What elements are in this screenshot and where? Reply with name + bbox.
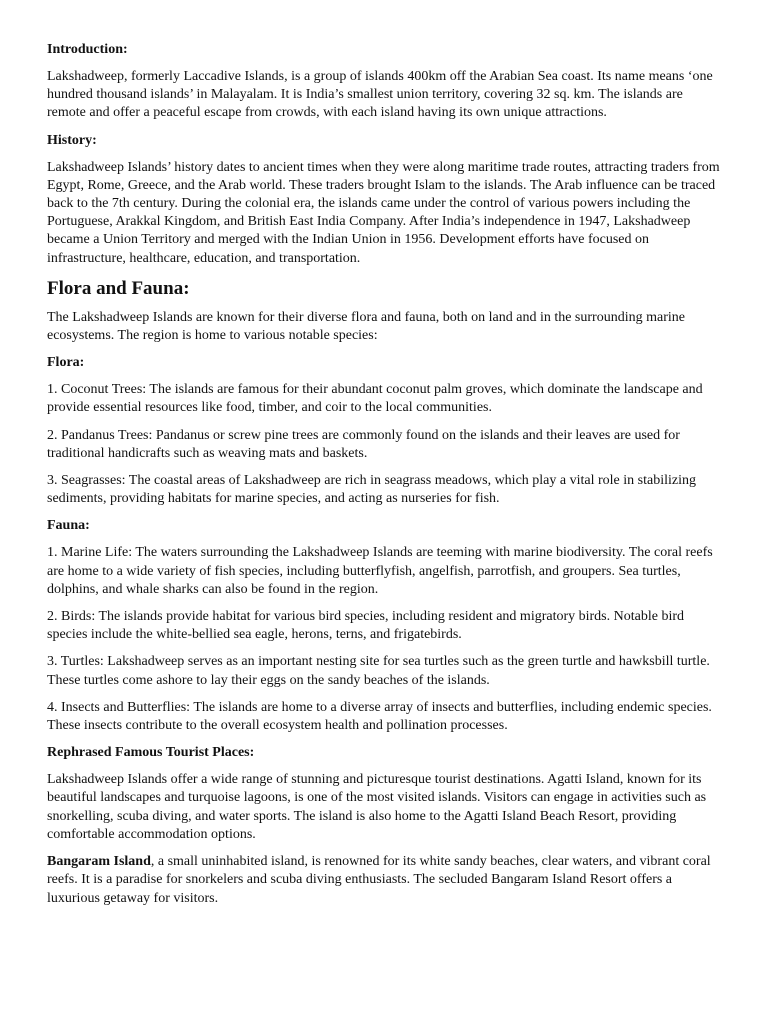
tourist-paragraph-bangaram: [47, 853, 723, 908]
flora-heading: Flora:: [47, 355, 85, 371]
fauna-item: 4. Insects and Butterflies: The islands are home to a diverse array of insects and butterflies, including endemic species. These insects contribute to the overall ecosystem health and pollination processes.: [47, 699, 712, 734]
fauna-heading: Fauna:: [47, 518, 90, 534]
bangaram-island-name: Bangaram Island: [47, 854, 151, 870]
history-paragraph: Lakshadweep Islands’ history dates to ancient times when they were along maritime trade routes, attracting traders from Egypt, Rome, Greece, and the Arab world. These traders brought Islam to the islands. The Arab influence can be traced back to the 7th century. During the colonial era, the islands came under the control of various powers including the Portuguese, Arakkal Kingdom, and British East India Company. After India’s independence in 1947, Lakshadweep became a Union Territory and merged with the Indian Union in 1956. Development efforts have focused on infrastructure, healthcare, education, and transportation.: [47, 159, 720, 266]
fauna-item: 3. Turtles: Lakshadweep serves as an important nesting site for sea turtles such as the green turtle and hawksbill turtle. These turtles come ashore to lay their eggs on the sandy beaches of the islands.: [47, 654, 710, 688]
flora-fauna-intro: The Lakshadweep Islands are known for their diverse flora and fauna, both on land and in the surrounding marine ecosystems. The region is home to various notable species:: [47, 309, 685, 344]
tourist-paragraph-agatti: Lakshadweep Islands offer a wide range of stunning and picturesque tourist destinations. Agatti Island, known for its beautiful landscapes and turquoise lagoons, is one of the most visited islands. Visitors can engage in activities such as snorkelling, scuba diving, and water sports. The island is also home to the Agatti Island Beach Resort, providing comfortable accommodation options.: [47, 772, 707, 842]
tourist-places-heading: Rephrased Famous Tourist Places:: [47, 745, 255, 761]
fauna-item: 1. Marine Life: The waters surrounding the Lakshadweep Islands are teeming with marine biodiversity. The coral reefs are home to a wide variety of fish species, including butterflyfish, angelfish, parrotfish, and groupers. Sea turtles, dolphins, and whale sharks can also be found in the region.: [47, 545, 713, 597]
flora-fauna-heading: Flora and Fauna:: [47, 277, 190, 299]
fauna-item: 2. Birds: The islands provide habitat for various bird species, including resident and migratory birds. Notable bird species include the white-bellied sea eagle, herons, terns, and frigatebirds.: [47, 609, 684, 643]
introduction-paragraph: Lakshadweep, formerly Laccadive Islands, is a group of islands 400km off the Arabian Sea coast. Its name means ‘one hundred thousand islands’ in Malayalam. It is India’s smallest union territory, covering 32 sq. km. The islands are remote and offer a peaceful escape from crowds, with each island having its own unique attractions.: [47, 69, 713, 121]
flora-item: 2. Pandanus Trees: Pandanus or screw pine trees are commonly found on the islands and their leaves are used for traditional handicrafts such as weaving mats and baskets.: [47, 427, 680, 461]
introduction-heading: Introduction:: [47, 42, 128, 57]
bangaram-description: , a small uninhabited island, is renowned for its white sandy beaches, clear waters, and vibrant coral reefs. It is a paradise for snorkelers and scuba diving enthusiasts. The secluded Bangaram Island Resort offers a luxurious getaway for visitors.: [47, 854, 711, 906]
flora-item: 1. Coconut Trees: The islands are famous for their abundant coconut palm groves, which dominate the landscape and provide essential resources like food, timber, and coir to the local communities.: [47, 382, 703, 416]
document-page: [47, 41, 723, 917]
flora-item: 3. Seagrasses: The coastal areas of Lakshadweep are rich in seagrass meadows, which play a vital role in stabilizing sediments, providing habitats for marine species, and acting as nurseries for fish.: [47, 473, 696, 507]
history-heading: History:: [47, 132, 97, 148]
